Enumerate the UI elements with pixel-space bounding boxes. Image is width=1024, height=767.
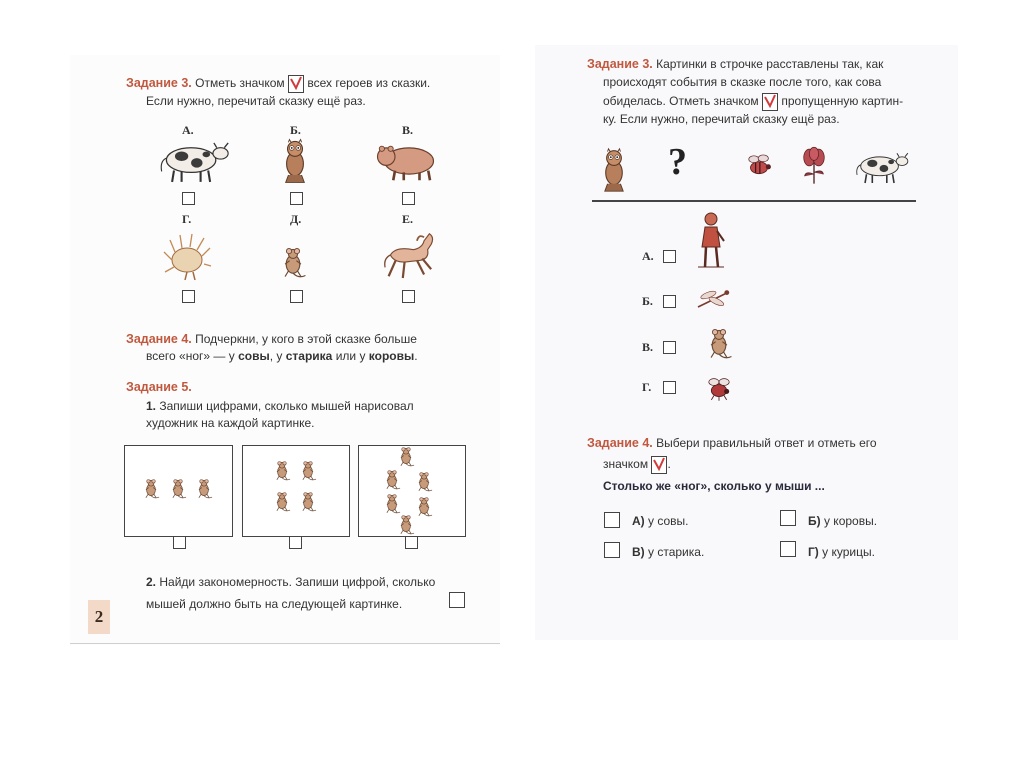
checkbox-g[interactable] — [182, 290, 195, 303]
option-v-letter: В. — [642, 340, 654, 354]
fly-icon — [702, 374, 736, 402]
answer-a-text: у совы. — [648, 514, 689, 528]
hedgehog-icon — [162, 232, 212, 282]
answer-box-next[interactable] — [449, 592, 465, 608]
right-task3-line3 — [603, 92, 903, 111]
answer-box-2[interactable] — [289, 536, 302, 549]
left-task4-label: Задание 4. — [126, 332, 192, 346]
letter-g: Г. — [182, 212, 192, 226]
right-page — [535, 45, 958, 640]
mouse-icon — [193, 478, 215, 500]
check-mark-icon — [762, 93, 778, 111]
mouse-icon — [297, 460, 319, 482]
bear-icon — [374, 138, 444, 184]
option-a-checkbox[interactable] — [663, 250, 676, 263]
owl-icon — [281, 136, 309, 186]
left-task3-line1 — [126, 74, 430, 93]
right-task4-line1 — [587, 434, 877, 453]
answer-b-text: у коровы. — [823, 514, 878, 528]
right-task4-text1: Выбери правильный ответ и отметь его — [656, 436, 877, 450]
right-task3-label: Задание 3. — [587, 57, 653, 71]
right-task3-text3b: пропущенную картин- — [781, 94, 904, 108]
letter-e: Е. — [402, 212, 414, 226]
checkbox-e[interactable] — [402, 290, 415, 303]
option-g-letter: Г. — [642, 380, 652, 394]
item2-text1: Найди закономерность. Запиши цифрой, сколько — [159, 575, 436, 589]
seq-cow-icon — [852, 148, 910, 186]
answer-b-key: Б) — [808, 514, 821, 528]
seq-question-mark: ? — [668, 141, 687, 183]
check-mark-icon — [651, 456, 667, 474]
option-mouse-icon — [702, 326, 736, 362]
mouse-icon — [381, 469, 403, 491]
answer-v-checkbox[interactable] — [604, 542, 620, 558]
seq-flower-icon — [800, 145, 828, 185]
mouse-icon — [395, 446, 417, 468]
seq-bee-icon — [742, 152, 776, 180]
answer-g-checkbox[interactable] — [780, 541, 796, 557]
cow-icon — [155, 137, 231, 185]
right-task4-line2: значком . — [603, 455, 671, 474]
answer-g-key: Г) — [808, 545, 819, 559]
left-task3-text-a: Отметь значком — [195, 76, 285, 90]
right-task3-text1: Картинки в строчке расставлены так, как — [656, 57, 884, 71]
answer-v-key: В) — [632, 545, 645, 559]
left-task5-label: Задание 5. — [126, 380, 192, 394]
answer-b-checkbox[interactable] — [780, 510, 796, 526]
letter-b: Б. — [290, 123, 301, 137]
letter-d: Д. — [290, 212, 302, 226]
left-task5-item1-line2: художник на каждой картинке. — [146, 416, 315, 430]
left-task4-text1: Подчеркни, у кого в этой сказке больше — [195, 332, 417, 346]
option-a-letter: А. — [642, 249, 654, 263]
answer-box-1[interactable] — [173, 536, 186, 549]
left-task3-line2: Если нужно, перечитай сказку ещё раз. — [146, 94, 366, 108]
dragonfly-icon — [694, 286, 734, 312]
mouse-icon — [297, 491, 319, 513]
checkbox-d[interactable] — [290, 290, 303, 303]
word-owl[interactable]: совы — [238, 349, 270, 363]
letter-a: А. — [182, 123, 194, 137]
option-b-letter: Б. — [642, 294, 653, 308]
answer-a-key: А) — [632, 514, 645, 528]
word-old-man[interactable]: старика — [285, 349, 333, 363]
answer-b-label — [808, 514, 877, 528]
checkbox-v[interactable] — [402, 192, 415, 205]
seq-owl-icon — [600, 147, 628, 193]
answer-a-label — [632, 514, 689, 528]
left-page-bottom-line — [70, 643, 500, 644]
right-task4-question: Столько же «ног», сколько у мыши ... — [603, 479, 825, 493]
right-task3-line2: происходят события в сказке после того, как сова — [603, 75, 882, 89]
answer-a-checkbox[interactable] — [604, 512, 620, 528]
right-task4-text2: значком — [603, 457, 649, 471]
sep2: или у — [335, 349, 366, 363]
sep1: , у — [269, 349, 283, 363]
left-task5-item2-line1 — [146, 573, 435, 592]
mouse-icon — [271, 460, 293, 482]
mouse-icon — [395, 514, 417, 536]
left-task4-text2: всего «ног» — у — [146, 349, 235, 363]
option-v-checkbox[interactable] — [663, 341, 676, 354]
mouse-icon — [271, 491, 293, 513]
item1-text1: Запиши цифрами, сколько мышей нарисовал — [159, 399, 414, 413]
left-task4-line2 — [146, 347, 418, 366]
right-task3-text3a: обиделась. Отметь значком — [603, 94, 759, 108]
letter-v: В. — [402, 123, 414, 137]
mouse-icon — [381, 493, 403, 515]
checkbox-b[interactable] — [290, 192, 303, 205]
item2-num: 2. — [146, 575, 157, 589]
mouse-icon — [167, 478, 189, 500]
right-task3-line1 — [587, 55, 883, 74]
option-b-checkbox[interactable] — [663, 295, 676, 308]
item1-num: 1. — [146, 399, 157, 413]
checkbox-a[interactable] — [182, 192, 195, 205]
option-g-checkbox[interactable] — [663, 381, 676, 394]
horse-icon — [378, 228, 440, 282]
answer-v-label — [632, 545, 704, 559]
mouse-icon — [140, 478, 162, 500]
left-task3-text-b: всех героев из сказки. — [307, 76, 431, 90]
right-task4-label: Задание 4. — [587, 436, 653, 450]
left-task5-item2-line2: мышей должно быть на следующей картинке. — [146, 597, 403, 611]
answer-g-text: у курицы. — [822, 545, 875, 559]
mouse-icon — [413, 471, 435, 493]
answer-g-label — [808, 545, 875, 559]
answer-v-text: у старика. — [648, 545, 705, 559]
left-task3-label: Задание 3. — [126, 76, 192, 90]
page-number: 2 — [88, 600, 110, 634]
mouse-icon — [276, 246, 310, 280]
answer-box-3[interactable] — [405, 536, 418, 549]
sequence-divider — [592, 200, 916, 202]
check-mark-icon — [288, 75, 304, 93]
end-dot: . — [414, 349, 418, 363]
word-cow[interactable]: коровы — [368, 349, 415, 363]
old-man-icon — [696, 210, 726, 272]
right-task3-line4: ку. Если нужно, перечитай сказку ещё раз. — [603, 112, 840, 126]
